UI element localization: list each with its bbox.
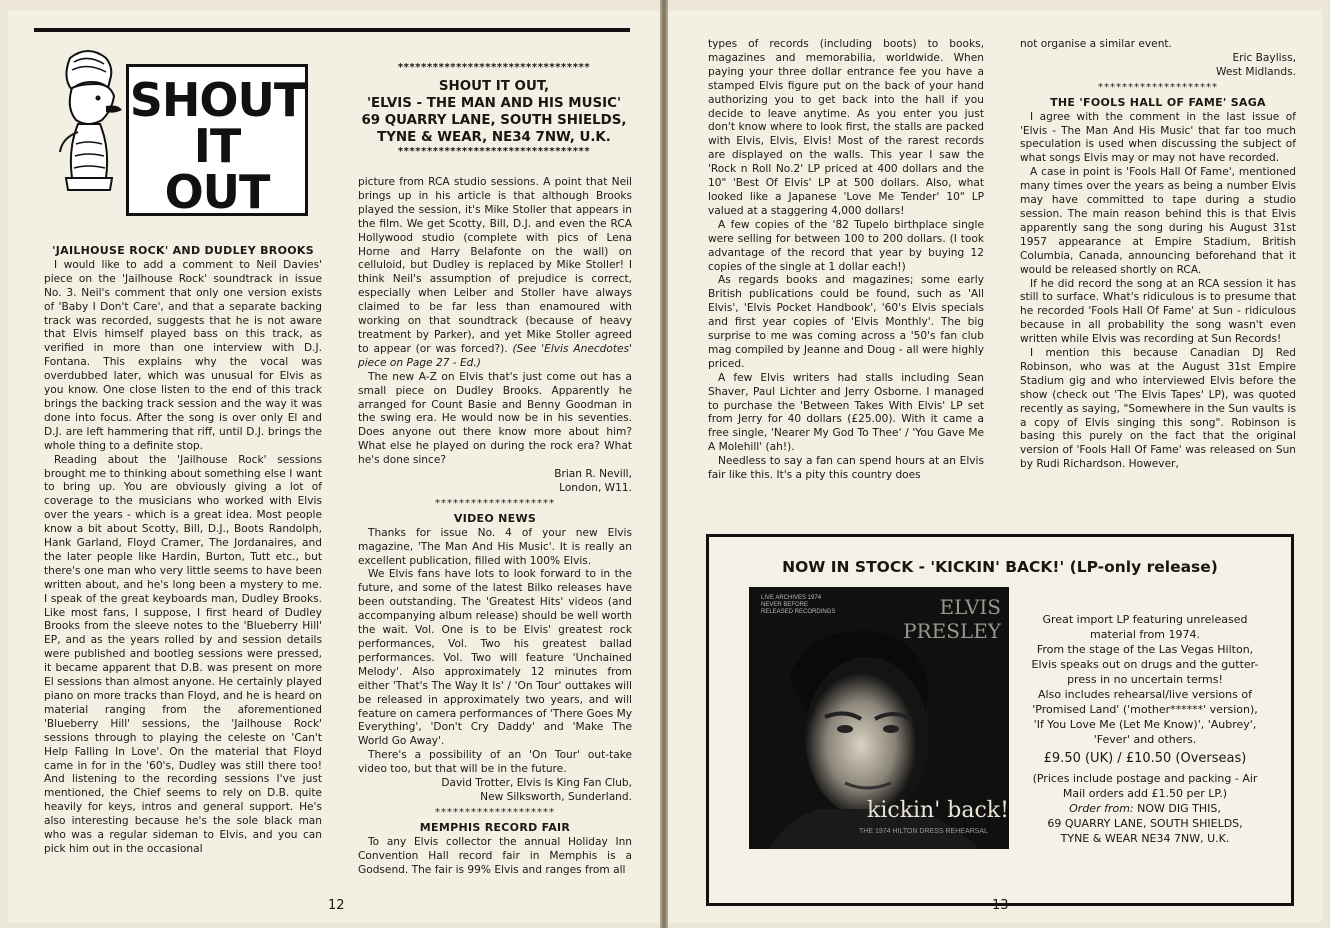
paragraph: I mention this because Canadian DJ Red Robinson, who was at the August 31st Empire Stadium gig and who interviewed Elvis before the show (check out 'The Elvis Tapes' LP), was quoted recently as saying, "Somewhere in the Sun vaults is a copy of Elvis singing this song". Robinson is basing this purely on the fact that the original version of 'Fools Hall Of Fame' was released on Sun by Rudi Richardson. However, (1020, 347, 1296, 471)
article-heading-video-news: VIDEO NEWS (453, 511, 537, 525)
right-column-1 (708, 38, 984, 483)
paragraph: There's a possibility of an 'On Tour' out-take video too, but that will be in the future. (358, 749, 632, 776)
header-stars-bottom: ********************************* (397, 146, 591, 157)
signature-place: West Midlands. (1216, 65, 1296, 78)
left-column-1 (44, 242, 322, 857)
paragraph: types of records (including boots) to books, magazines and memorabilia, worldwide. When paying your three dollar entrance fee you have a stamped Elvis figure put on the back of your hand authorizing you to get back into the hall if you decide to leave anytime. As you enter you just don't know where to look first, the stalls are packed with Elvis, Elvis, Elvis! Most of the rarest records are displayed on the walls. This year I saw the 'Rock n Roll No.2' LP priced at 400 dollars and the 10" 'Best Of Elvis' LP at 500 dollars. Also, what looked like a Japanese 'Love Me Tender' 10" LP valued at a staggering 4,000 dollars! (708, 38, 984, 217)
ad-text-1: Great import LP featuring unreleased material from 1974. (1042, 613, 1248, 641)
header-line-2: 'ELVIS - THE MAN AND HIS MUSIC' (366, 96, 622, 111)
order-name: NOW DIG THIS, (1137, 802, 1221, 815)
ad-text-2: From the stage of the Las Vegas Hilton, Elvis speaks out on drugs and the gutter-press in no uncertain terms! (1031, 643, 1259, 686)
signature-place: New Silksworth, Sunderland. (480, 790, 632, 803)
shout-it-out-logo (126, 64, 308, 219)
separator-stars: ******************** (435, 806, 555, 818)
paragraph: As regards books and magazines; some early British publications could be found, such as 'All Elvis', 'Elvis Pocket Handbook', '60's Elvis specials and first year copies of 'Elvis Monthly'. The big surprise to me was coming across a '50's fan club mag compiled by Jeanne and Doug - all were highly priced. (708, 274, 984, 370)
paragraph: I agree with the comment in the last issue of 'Elvis - The Man And His Music' that far too much speculation is used when discussing the subject of what songs Elvis may or may not have recorded. (1020, 110, 1296, 165)
signature-name: David Trotter, Elvis Is King Fan Club, (441, 777, 632, 790)
left-column-2 (358, 176, 632, 878)
column-header (354, 62, 634, 158)
right-column-2 (1020, 38, 1296, 472)
ad-price: £9.50 (UK) / £10.50 (Overseas) (1043, 751, 1247, 766)
header-line-1: SHOUT IT OUT, (438, 79, 550, 94)
paragraph: I would like to add a comment to Neil Davies' piece on the 'Jailhouse Rock' soundtrack in issue No. 3. Neil's comment that only one version exists of 'Baby I Don't Care', and that a separate backing track was recorded, suggests that he is not aware that Elvis himself played bass on this track, as verified in more than one interview with D.J. Fontana. This explains why the vocal was overdubbed later, which was unusual for Elvis as you know. One close listen to the end of this track brings the backing track session and the way it was done into focus. After the song is over only El and D.J. are left hammering that riff, until D.J. brings the whole thing to a definite stop. (44, 258, 322, 452)
header-line-4: TYNE & WEAR, NE34 7NW, U.K. (377, 130, 611, 145)
logo-line-3: OUT (164, 165, 270, 219)
paragraph: Needless to say a fan can spend hours at an Elvis fair like this. It's a pity this country does (708, 455, 984, 482)
article-heading-memphis: MEMPHIS RECORD FAIR (419, 820, 571, 834)
signature-name: Brian R. Nevill, (554, 468, 632, 481)
paragraph: A case in point is 'Fools Hall Of Fame', mentioned many times over the years as being a number Elvis may have committed to tape during a studio session. The main reason behind this is that Elvis apparently sang the song during his August 31st 1957 appearance at Empire Stadium, British Columbia, Canada, announcing beforehand that it would be released shortly on RCA. (1020, 166, 1296, 276)
center-gutter (660, 0, 668, 928)
ad-text-4: (Prices include postage and packing - Air Mail orders add £1.50 per LP.) (1032, 772, 1258, 800)
ad-description (1027, 612, 1263, 846)
editor-note: (See 'Elvis Anecdotes' piece on Page 27 - Ed.) (358, 342, 632, 369)
ad-order (1027, 801, 1263, 816)
paragraph-text: picture from RCA studio sessions. A point that Neil brings up in his article is that although Brooks played the session, it's Mike Stoller that appears in the film. We get Scotty, Bill, D.J. and even the RCA Hollywood studio (complete with pics of Lena Horne and Harry Belafonte on the wall) on celluloid, but Dudley is replaced by Mike Stoller! I think Neil's assumption of prejudice is correct, especially when Leiber and Stoller have always claimed to be far less than enamoured with working on that soundtrack (because of heavy treatment by Parker), and yet Mike Stoller agreed to appear (or was forced?). (358, 176, 632, 355)
top-rule (34, 28, 630, 32)
cover-label-3: RELEASED RECORDINGS (761, 609, 836, 615)
signature-place: London, W11. (559, 481, 632, 494)
cover-artist (903, 595, 1001, 643)
cover-small-text (761, 595, 835, 616)
separator-stars: ******************** (435, 497, 555, 509)
shouting-girl-illustration (48, 48, 128, 198)
header-line-3: 69 QUARRY LANE, SOUTH SHIELDS, (361, 113, 627, 128)
cover-subtitle: THE 1974 HILTON DRESS REHEARSAL (859, 828, 988, 835)
cover-artist-2: PRESLEY (903, 619, 1001, 643)
album-cover (749, 587, 1009, 849)
order-label: Order from: (1069, 802, 1134, 815)
ad-title: NOW IN STOCK - 'KICKIN' BACK!' (LP-only release) (782, 558, 1218, 576)
paragraph: A few copies of the '82 Tupelo birthplace single were selling for between 100 to 200 dollars. (I took advantage of the record that year by buying 12 copies of the single at 1 dollar each!) (708, 218, 984, 273)
paragraph (358, 176, 632, 371)
logo-line-2: IT (193, 119, 241, 173)
logo-line-1: SHOUT (129, 73, 305, 127)
cover-label-1: LIVE ARCHIVES 1974 (761, 595, 822, 601)
article-heading-fools-hall: THE 'FOOLS HALL OF FAME' SAGA (1050, 95, 1266, 109)
page-number-left: 12 (328, 898, 345, 913)
cover-artist-1: ELVIS (939, 595, 1001, 619)
ad-address-1: 69 QUARRY LANE, SOUTH SHIELDS, (1047, 817, 1243, 830)
paragraph: If he did record the song at an RCA session it has still to surface. What's ridiculous is to presume that he recorded 'Fools Hall Of Fame' at Sun - ridiculous because in all probability the song wasn't even written while Elvis was recording at Sun Records! (1020, 277, 1296, 346)
article-heading-jailhouse: 'JAILHOUSE ROCK' AND DUDLEY BROOKS (52, 244, 314, 257)
cover-label-2: NEVER BEFORE (761, 602, 809, 608)
lp-advertisement (706, 534, 1294, 906)
page-number-right: 13 (992, 898, 1009, 913)
cover-title: kickin' back! (867, 798, 1009, 823)
separator-stars: ******************** (1098, 81, 1218, 93)
paragraph: The new A-Z on Elvis that's just come out has a small piece on Dudley Brooks. Apparently he arranged for Count Basie and Benny Goodman in the swing era. He would now be in his seventies. Does anyone out there know more about him? What else he played on during the rock era? What he's done since? (358, 370, 632, 467)
ad-text-3: Also includes rehearsal/live versions of 'Promised Land' ('mother******' version), 'If You Love Me (Let Me Know)', 'Aubrey', 'Fever' and others. (1032, 688, 1258, 746)
paragraph: A few Elvis writers had stalls including Sean Shaver, Paul Lichter and Jerry Osborne. I managed to purchase the 'Between Takes With Elvis' LP set from Jerry for 40 dollars (£25.00). With it came a free single, 'Nearer My God To Thee' / 'You Gave Me A Molehill' (ah!). (708, 371, 984, 454)
signature-name: Eric Bayliss, (1232, 51, 1296, 64)
paragraph: To any Elvis collector the annual Holiday Inn Convention Hall record fair in Memphis is a Godsend. The fair is 99% Elvis and ranges from all (358, 835, 632, 876)
paragraph: Reading about the 'Jailhouse Rock' sessions brought me to thinking about something else I want to bring up. You are obviously giving a lot of coverage to the musicians who worked with Elvis over the years - which is a great idea. Most people know a bit about Scotty, Bill, D.J., Boots Randolph, Hank Garland, Floyd Cramer, The Jordanaires, and the later people like Hardin, Burton, Tutt etc., but there's one man who very little seems to have been written about, and he's long been a mystery to me. I speak of the great keyboards man, Dudley Brooks. Like most fans, I suppose, I first heard of Dudley Brooks from the sleeve notes to the 'Blueberry Hill' EP, and as the years rolled by and session details were published and bootleg sessions were pressed, it became apparent that D.B. was present on more El sessions than almost anyone. He certainly played piano on more tracks than Floyd, and he is heard on material ranging from the aforementioned 'Blueberry Hill' sessions, the 'Jailhouse Rock' sessions through to playing the celeste on 'Can't Help Falling In Love'. On the material that Floyd came in for in the '60's, Dudley was still there too! And listening to the recording sessions I've just mentioned, the Chief seems to rely on D.B. quite heavily for keys, intros and general support. He's also interesting because he's the sole black man who was a regular sideman to Elvis, and you can pick him out in the occasional (44, 453, 322, 855)
ad-address-2: TYNE & WEAR NE34 7NW, U.K. (1060, 832, 1230, 845)
header-stars-top: ********************************* (397, 62, 591, 73)
paragraph: not organise a similar event. (1020, 38, 1172, 50)
paragraph: Thanks for issue No. 4 of your new Elvis magazine, 'The Man And His Music'. It is really an excellent publication, filled with 100% Elvis. (358, 526, 632, 567)
paragraph: We Elvis fans have lots to look forward to in the future, and some of the latest Bilko releases have been outstanding. The 'Greatest Hits' videos (and accompanying album release) should be well worth the wait. Vol. One is to be Elvis' greatest rock performances, Vol. Two his greatest ballad performances. Vol. Two will feature 'Unchained Melody'. Also approximately 12 minutes from either 'That's The Way It Is' / 'On Tour' outtakes will be released in approximately two years, and will feature on camera performances of 'There Goes My Everything', 'Don't Cry Daddy' and 'Make The World Go Away'. (358, 568, 632, 748)
